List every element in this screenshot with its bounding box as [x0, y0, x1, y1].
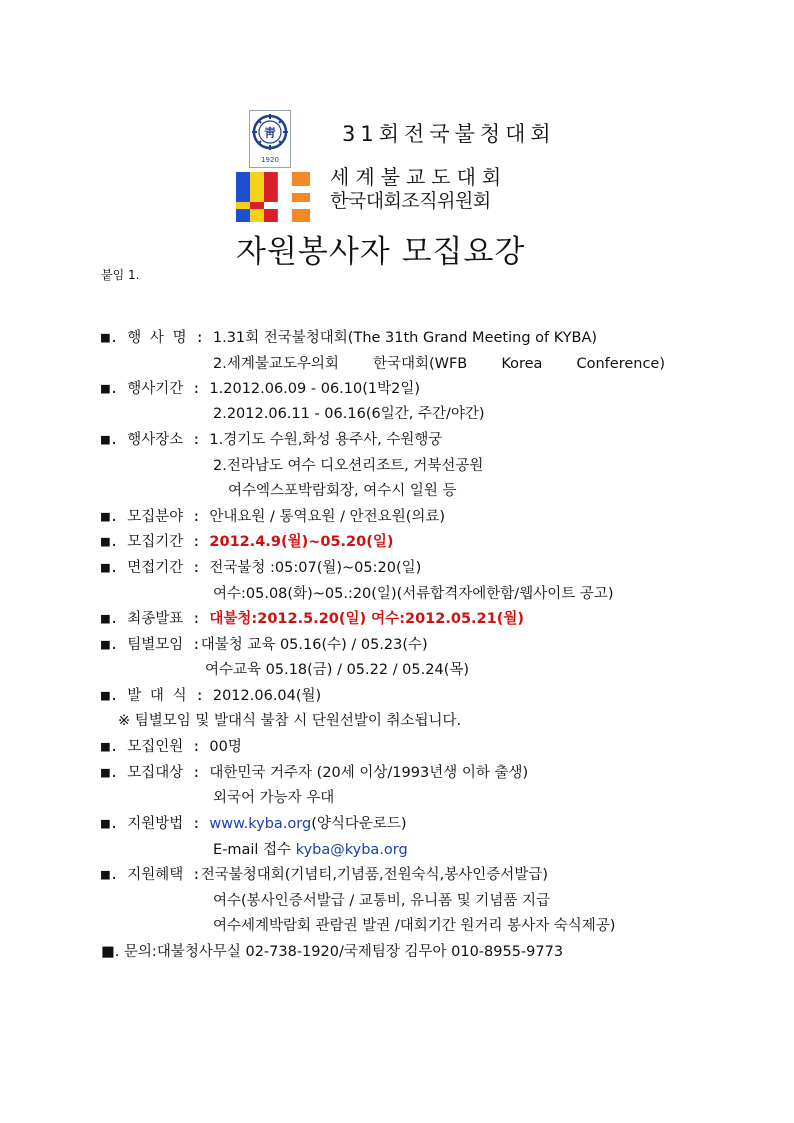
recruit-period-value: 2012.4.9(월)~05.20(일) [209, 534, 394, 550]
benefits-label: ■. 지원혜택 : [101, 867, 201, 883]
target-row [101, 763, 528, 783]
benefits-line1: 전국불청대회(기념티,기념품,전원숙식,봉사인증서발급) [200, 867, 548, 883]
recruit-field-label: ■. 모집분야 : [101, 509, 210, 525]
final-announcement-label: ■. 최종발표 : [101, 611, 210, 627]
recruit-field-value: 안내요원 / 통역요원 / 안전요원(의료) [209, 509, 446, 525]
event-title-kyba: 31회전국불청대회 [342, 122, 556, 146]
team-meeting-line2: 여수교육 05.18(금) / 05.22 / 05.24(목) [205, 662, 470, 678]
email-row [213, 840, 408, 860]
event-place-line3: 여수엑스포박람회장, 여수시 일원 등 [228, 483, 457, 499]
event-name-line2: 2.세계불교도우의회 한국대회(WFB Korea Conference) [213, 356, 665, 372]
download-note: (양식다운로드) [311, 816, 407, 832]
event-title-wfb: 세계불교도대회 [330, 165, 508, 189]
target-label: ■. 모집대상 : [101, 765, 210, 781]
website-link[interactable]: www.kyba.org [209, 816, 312, 832]
recruit-period-label: ■. 모집기간 : [101, 534, 210, 550]
benefits-row [101, 865, 548, 885]
cancellation-notice: ※ 팀별모임 및 발대식 불참 시 단원선발이 취소됩니다. [118, 713, 462, 729]
interview-period-label: ■. 면접기간 : [101, 560, 210, 576]
event-period-line2: 2.2012.06.11 - 06.16(6일간, 주간/야간) [213, 406, 485, 422]
interview-period-line2: 여수:05.08(화)~05.:20(일)(서류합격자에한함/웹사이트 공고) [213, 586, 614, 602]
event-period-line1: 1.2012.06.09 - 06.10(1박2일) [209, 381, 421, 397]
headcount-value: 00명 [209, 739, 242, 755]
event-place-row [101, 430, 442, 450]
email-link[interactable]: kyba@kyba.org [295, 842, 408, 858]
emblem-year: 1920 [261, 156, 279, 164]
event-name-line2-row [213, 354, 665, 374]
ceremony-label: ■. 발 대 식 : [101, 688, 213, 704]
event-name-label: ■. 행 사 명 : [101, 330, 213, 346]
event-name-row [101, 328, 597, 348]
recruit-field-row [101, 507, 445, 527]
event-place-line1: 1.경기도 수원,화성 용주사, 수원행궁 [209, 432, 443, 448]
apply-method-row [101, 814, 407, 834]
target-line1: 대한민국 거주자 (20세 이상/1993년생 이하 출생) [209, 765, 529, 781]
attachment-label: 붙임 1. [101, 268, 140, 282]
final-announcement-row [101, 609, 524, 629]
target-line2: 외국어 가능자 우대 [213, 790, 335, 806]
ceremony-row [101, 686, 321, 706]
event-place-line2: 2.전라남도 여수 디오션리조트, 거북선공원 [213, 458, 484, 474]
final-announcement-value: 대불청:2012.5.20(일) 여수:2012.05.21(월) [209, 611, 524, 627]
interview-period-row [101, 558, 421, 578]
emblem-character: 靑 [263, 126, 277, 140]
event-period-label: ■. 행사기간 : [101, 381, 210, 397]
email-prefix: E-mail 접수 [213, 842, 296, 858]
contact-info: ■. 문의:대불청사무실 02-738-1920/국제팀장 김무아 010-8955-9773 [101, 944, 564, 960]
kyba-emblem-logo [249, 110, 291, 168]
recruit-period-row [101, 532, 394, 552]
ceremony-value: 2012.06.04(월) [212, 688, 322, 704]
buddhist-flag-logo [236, 172, 310, 222]
event-name-line1: 1.31회 전국불청대회(The 31th Grand Meeting of KYBA) [212, 330, 598, 346]
organizing-committee: 한국대회조직위원회 [330, 190, 491, 212]
interview-period-line1: 전국불청 :05:07(월)~05:20(일) [209, 560, 422, 576]
apply-method-label: ■. 지원방법 : [101, 816, 210, 832]
team-meeting-line1: 대불청 교육 05.16(수) / 05.23(수) [200, 637, 428, 653]
page-title: 자원봉사자 모집요강 [236, 234, 526, 270]
event-period-row [101, 379, 420, 399]
headcount-row [101, 737, 242, 757]
headcount-label: ■. 모집인원 : [101, 739, 210, 755]
event-place-label: ■. 행사장소 : [101, 432, 210, 448]
team-meeting-label: ■. 팀별모임 : [101, 637, 201, 653]
team-meeting-row [101, 635, 428, 655]
benefits-line2: 여수(봉사인증서발급 / 교통비, 유니폼 및 기념품 지급 [213, 893, 550, 909]
benefits-line3: 여수세계박람회 관람권 발권 /대회기간 원거리 봉사자 숙식제공) [213, 918, 616, 934]
